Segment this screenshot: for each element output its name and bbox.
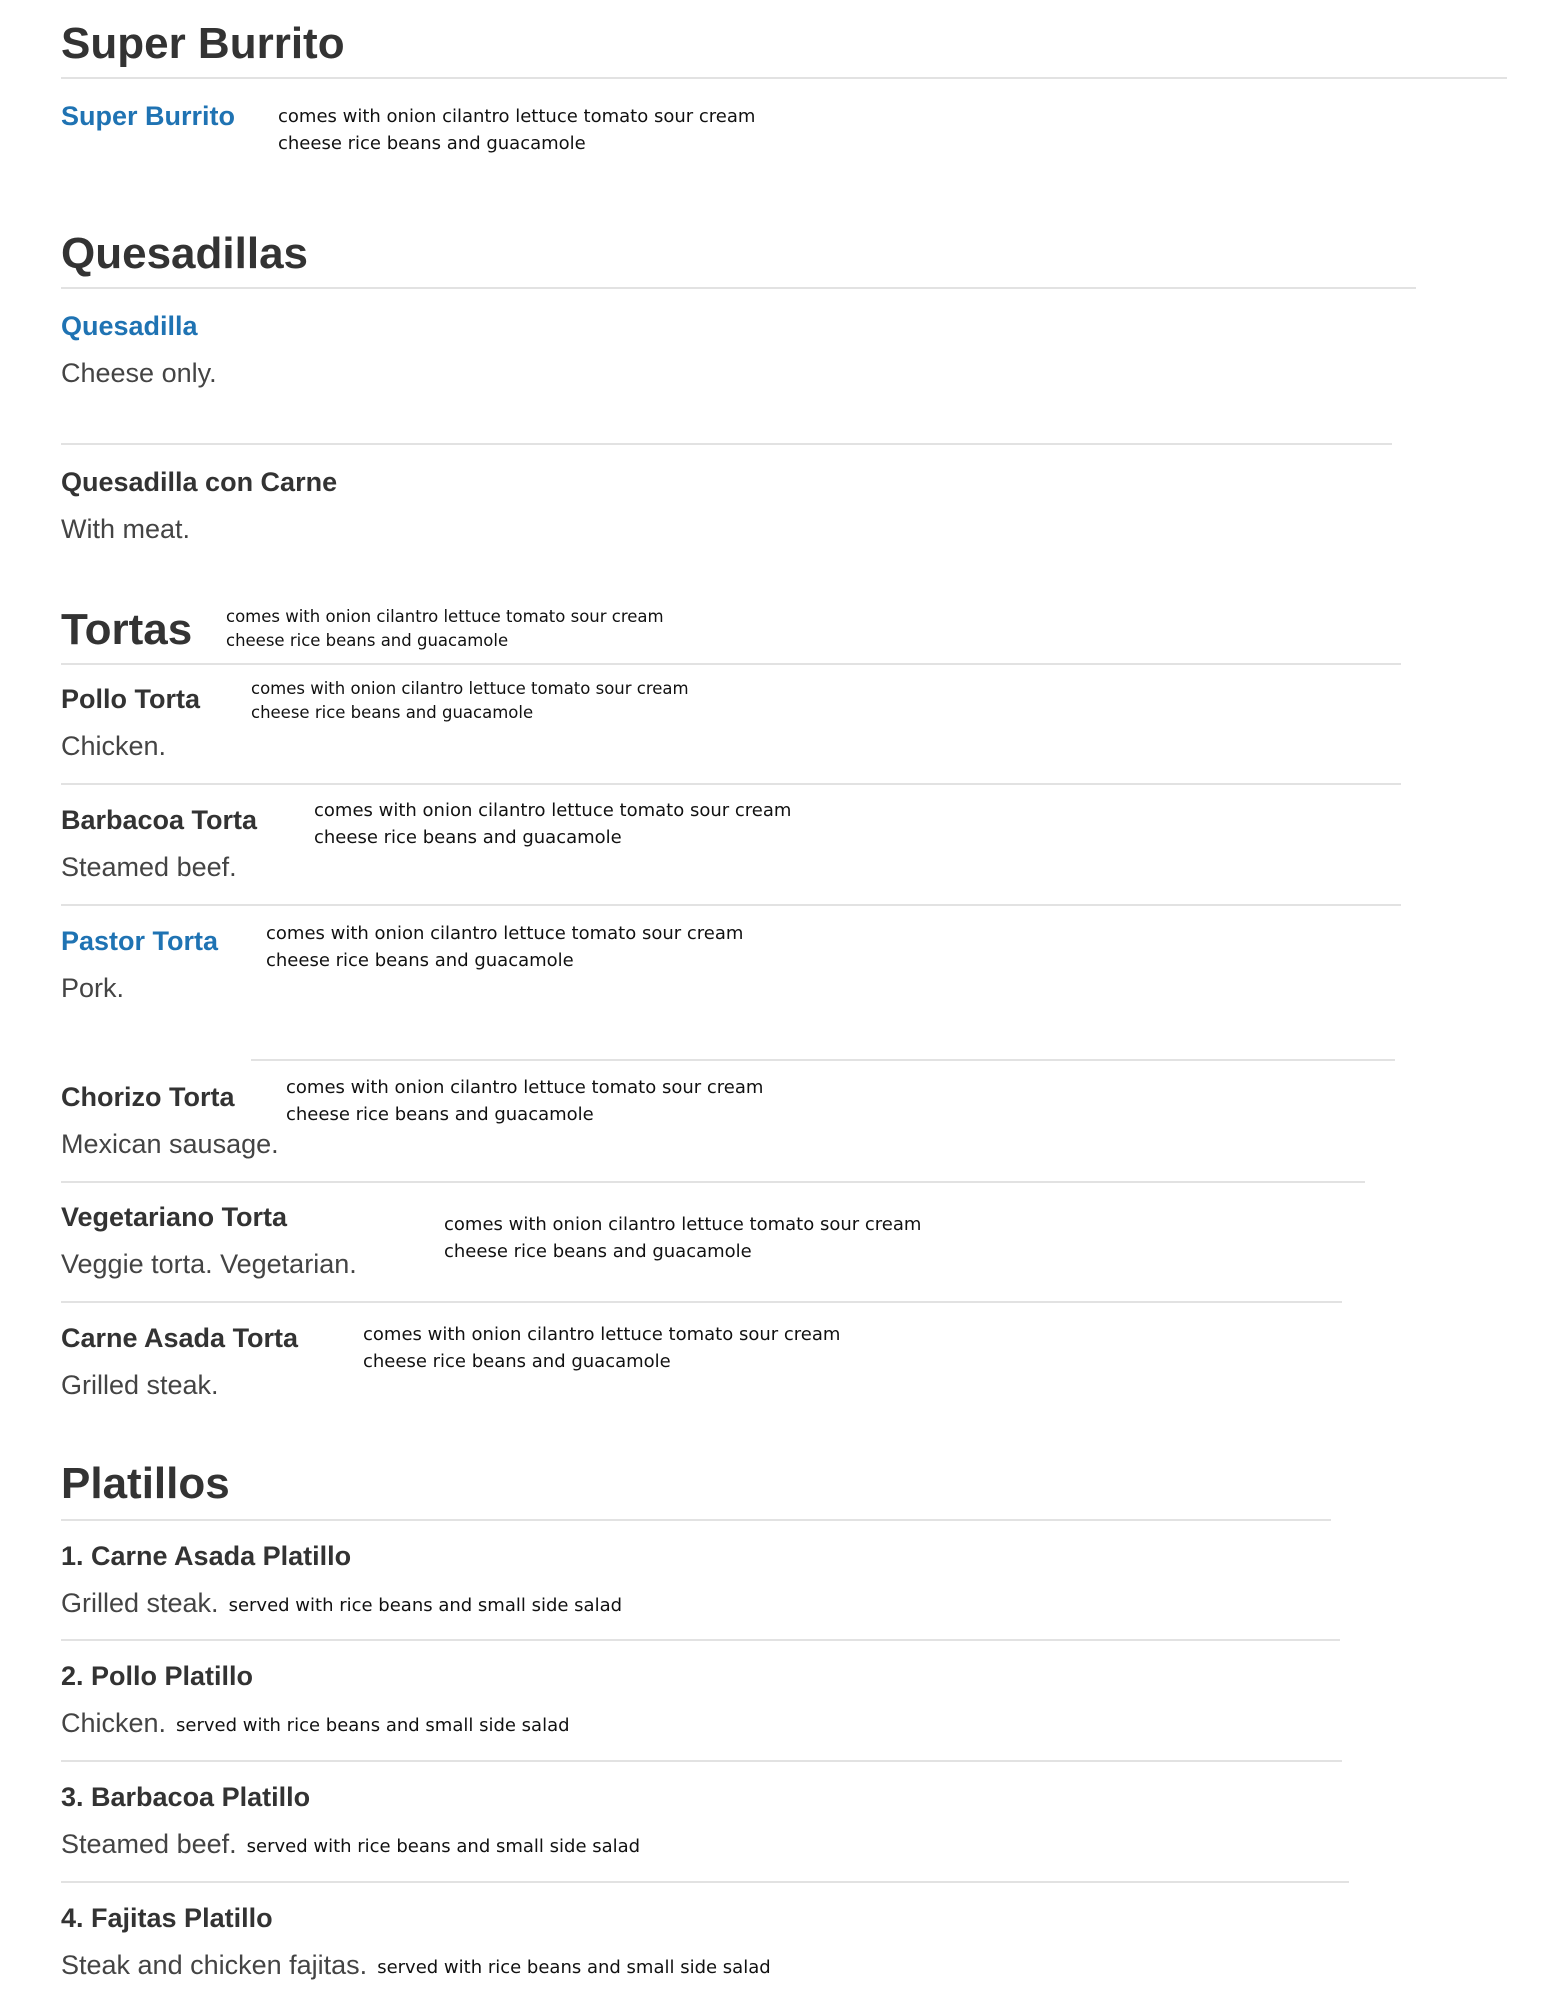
menu-item-description: Veggie torta. Vegetarian.: [61, 1249, 357, 1279]
menu-item-name[interactable]: Vegetariano Torta: [61, 1202, 288, 1232]
menu-item-description: [61, 1710, 570, 1737]
menu-item-name[interactable]: Carne Asada Torta: [61, 1323, 299, 1353]
description-text: Grilled steak.: [61, 1588, 219, 1618]
section-note: [226, 605, 664, 653]
note-line: cheese rice beans and guacamole: [266, 950, 574, 971]
menu-item-name[interactable]: Quesadilla con Carne: [61, 467, 338, 497]
divider: [61, 1519, 1331, 1521]
note-line: comes with onion cilantro lettuce tomato sour cream: [363, 1324, 841, 1345]
divider: [61, 1639, 1340, 1641]
menu-item-note: served with rice beans and small side salad: [246, 1836, 641, 1857]
menu-item-note: [314, 797, 791, 851]
note-line: comes with onion cilantro lettuce tomato sour cream: [266, 923, 744, 944]
menu-item-description: Cheese only.: [61, 358, 217, 388]
menu-item-note: [251, 677, 689, 725]
divider: [61, 663, 1401, 665]
note-line: comes with onion cilantro lettuce tomato sour cream: [226, 607, 664, 626]
menu-item-note: [444, 1211, 921, 1265]
menu-item-description: Steamed beef.: [61, 852, 237, 882]
note-line: comes with onion cilantro lettuce tomato sour cream: [444, 1214, 922, 1235]
menu-item-note: [266, 920, 743, 974]
note-line: comes with onion cilantro lettuce tomato sour cream: [278, 106, 756, 127]
menu-item-description: Pork.: [61, 973, 125, 1003]
menu-item-name[interactable]: Pastor Torta: [61, 926, 219, 956]
note-line: cheese rice beans and guacamole: [226, 631, 509, 650]
menu-item-note: served with rice beans and small side salad: [228, 1595, 623, 1616]
divider: [61, 783, 1401, 785]
divider: [251, 1059, 1395, 1061]
menu-item-note: [278, 103, 755, 157]
note-line: comes with onion cilantro lettuce tomato sour cream: [314, 800, 792, 821]
divider: [61, 1881, 1349, 1883]
divider: [61, 77, 1507, 79]
menu-item-description: [61, 1590, 622, 1617]
divider: [61, 443, 1392, 445]
menu-item-description: [61, 1952, 771, 1979]
section-title-quesadillas: Quesadillas: [61, 229, 309, 278]
menu-item-note: [286, 1074, 763, 1128]
divider: [61, 1181, 1365, 1183]
menu-item-name[interactable]: 3. Barbacoa Platillo: [61, 1782, 311, 1812]
menu-item-description: [61, 1831, 640, 1858]
description-text: Steak and chicken fajitas.: [61, 1950, 368, 1980]
note-line: cheese rice beans and guacamole: [363, 1351, 671, 1372]
menu-item-name[interactable]: Chorizo Torta: [61, 1082, 235, 1112]
menu-item-name[interactable]: 2. Pollo Platillo: [61, 1661, 254, 1691]
menu-item-description: Grilled steak.: [61, 1370, 219, 1400]
note-line: cheese rice beans and guacamole: [278, 133, 586, 154]
divider: [61, 287, 1416, 289]
note-line: cheese rice beans and guacamole: [314, 827, 622, 848]
section-title-super-burrito: Super Burrito: [61, 19, 345, 68]
note-line: cheese rice beans and guacamole: [286, 1104, 594, 1125]
menu-item-name[interactable]: Super Burrito: [61, 101, 236, 131]
menu-item-description: With meat.: [61, 514, 191, 544]
divider: [61, 1301, 1342, 1303]
note-line: comes with onion cilantro lettuce tomato sour cream: [286, 1077, 764, 1098]
menu-item-note: served with rice beans and small side salad: [377, 1957, 771, 1978]
note-line: cheese rice beans and guacamole: [251, 703, 534, 722]
menu-item-name[interactable]: Pollo Torta: [61, 684, 200, 714]
note-line: cheese rice beans and guacamole: [444, 1241, 752, 1262]
menu-item-note: [363, 1321, 840, 1375]
menu-item-name[interactable]: 4. Fajitas Platillo: [61, 1903, 273, 1933]
note-line: comes with onion cilantro lettuce tomato sour cream: [251, 679, 689, 698]
description-text: Steamed beef.: [61, 1829, 237, 1859]
section-title-tortas: Tortas: [61, 605, 193, 654]
menu-item-note: served with rice beans and small side salad: [176, 1715, 570, 1736]
menu-item-name[interactable]: 1. Carne Asada Platillo: [61, 1541, 352, 1571]
menu-item-description: Mexican sausage.: [61, 1129, 279, 1159]
section-title-platillos: Platillos: [61, 1459, 230, 1508]
description-text: Chicken.: [61, 1708, 167, 1738]
divider: [61, 904, 1401, 906]
divider: [61, 1760, 1342, 1762]
menu-item-name[interactable]: Barbacoa Torta: [61, 805, 258, 835]
menu-item-name[interactable]: Quesadilla: [61, 311, 198, 341]
menu-item-description: Chicken.: [61, 731, 167, 761]
